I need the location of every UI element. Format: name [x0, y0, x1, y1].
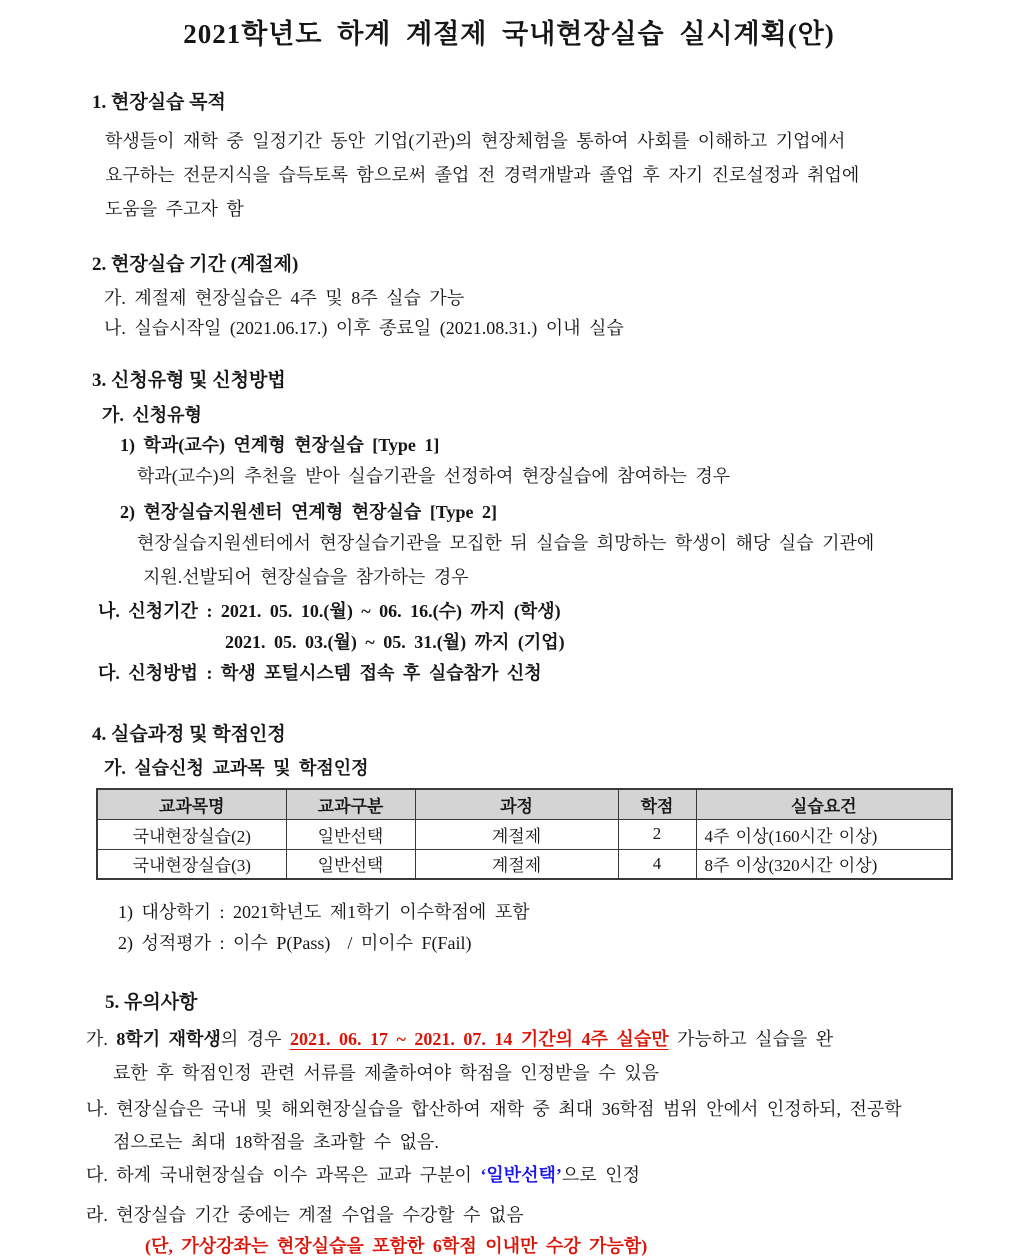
table-header-cell: 실습요건 — [696, 789, 952, 819]
item-da-prefix: 다. 하계 국내현장실습 이수 과목은 교과 구분이 — [86, 1165, 481, 1185]
section-5-item-ra-note: (단, 가상강좌는 현장실습을 포함한 6학점 이내만 수강 가능함) — [145, 1236, 648, 1256]
section-4-note: 1) 대상학기 : 2021학년도 제1학기 이수학점에 포함 — [118, 902, 530, 922]
table-header-cell: 교과목명 — [97, 789, 286, 819]
table-cell: 계절제 — [415, 819, 618, 849]
section-5-item-da — [86, 1159, 978, 1192]
page-title: 2021학년도 하계 계절제 국내현장실습 실시계획(안) — [183, 19, 835, 49]
section-2-item-na: 나. 실습시작일 (2021.06.17.) 이후 종료일 (2021.08.31.) 이내 실습 — [104, 318, 624, 338]
table-cell: 4주 이상(160시간 이상) — [696, 819, 952, 849]
section-3-item-na: 나. 신청기간 : 2021. 05. 10.(월) ~ 06. 16.(수) 까지 (학생) — [98, 601, 561, 621]
table-header-cell: 과정 — [415, 789, 618, 819]
item-ga-mid: 의 경우 — [220, 1029, 291, 1049]
item-ga-emphasis: 8학기 재학생 — [116, 1029, 221, 1049]
table-cell: 8주 이상(320시간 이상) — [696, 849, 952, 879]
section-4-note: 2) 성적평가 : 이수 P(Pass) / 미이수 F(Fail) — [118, 933, 472, 953]
table-row — [97, 849, 952, 879]
table-cell: 국내현장실습(3) — [97, 849, 286, 879]
section-3-type2-desc: 현장실습지원센터에서 현장실습기관을 모집한 뒤 실습을 희망하는 학생이 해당 실습 기관에 — [137, 533, 875, 553]
item-ga-prefix: 가. — [86, 1029, 117, 1049]
section-3-heading: 3. 신청유형 및 신청방법 — [92, 370, 286, 391]
section-2-item-ga: 가. 계절제 현장실습은 4주 및 8주 실습 가능 — [104, 288, 465, 308]
table-row — [97, 819, 952, 849]
course-table — [96, 788, 953, 880]
section-3-type1-title: 1) 학과(교수) 연계형 현장실습 [Type 1] — [120, 435, 440, 455]
item-ga-suffix: 가능하고 실습을 완 — [668, 1029, 834, 1049]
section-2-heading: 2. 현장실습 기간 (계절제) — [92, 254, 299, 275]
section-1-heading: 1. 현장실습 목적 — [92, 92, 226, 113]
section-1-line: 요구하는 전문지식을 습득토록 함으로써 졸업 전 경력개발과 졸업 후 자기 진로설정과 취업에 — [105, 165, 860, 185]
section-3-type1-desc: 학과(교수)의 추천을 받아 실습기관을 선정하여 현장실습에 참여하는 경우 — [137, 466, 731, 486]
table-cell: 일반선택 — [286, 849, 415, 879]
section-3-item-da: 다. 신청방법 : 학생 포털시스템 접속 후 실습참가 신청 — [98, 663, 542, 683]
section-3-item-na-line2: 2021. 05. 03.(월) ~ 05. 31.(월) 까지 (기업) — [225, 632, 565, 652]
section-3-type2-desc: 지원.선발되어 현장실습을 참가하는 경우 — [143, 567, 469, 587]
item-da-highlight: ‘일반선택’ — [480, 1165, 562, 1185]
section-5-item-na-line2: 점으로는 최대 18학점을 초과할 수 없음. — [113, 1132, 439, 1152]
section-1-line: 도움을 주고자 함 — [105, 199, 244, 219]
section-1-line: 학생들이 재학 중 일정기간 동안 기업(기관)의 현장체험을 통하여 사회를 이해하고 기업에서 — [105, 131, 846, 151]
table-header-cell: 학점 — [618, 789, 696, 819]
table-cell: 2 — [618, 819, 696, 849]
table-cell: 4 — [618, 849, 696, 879]
section-5-item-ga — [86, 1022, 978, 1056]
section-5-item-ra: 라. 현장실습 기간 중에는 계절 수업을 수강할 수 없음 — [86, 1205, 524, 1225]
document-body — [0, 90, 1018, 1260]
table-header-cell: 교과구분 — [286, 789, 415, 819]
table-cell: 국내현장실습(2) — [97, 819, 286, 849]
section-5-item-ga-line2: 료한 후 학점인정 관련 서류를 제출하여야 학점을 인정받을 수 있음 — [113, 1063, 659, 1083]
section-5-item-na: 나. 현장실습은 국내 및 해외현장실습을 합산하여 재학 중 최대 36학점 범위 안에서 인정하되, 전공학 — [86, 1099, 902, 1119]
table-cell: 일반선택 — [286, 819, 415, 849]
section-4-heading: 4. 실습과정 및 학점인정 — [92, 724, 286, 745]
item-ga-period-highlight: 2021. 06. 17 ~ 2021. 07. 14 기간의 4주 실습만 — [290, 1029, 669, 1049]
section-3-item-ga: 가. 신청유형 — [102, 405, 202, 425]
section-4-item-ga: 가. 실습신청 교과목 및 학점인정 — [104, 758, 369, 778]
table-header-row — [97, 789, 952, 819]
item-da-suffix: 으로 인정 — [561, 1165, 640, 1185]
section-3-type2-title: 2) 현장실습지원센터 연계형 현장실습 [Type 2] — [120, 502, 497, 522]
table-cell: 계절제 — [415, 849, 618, 879]
section-5-heading: 5. 유의사항 — [105, 992, 198, 1013]
